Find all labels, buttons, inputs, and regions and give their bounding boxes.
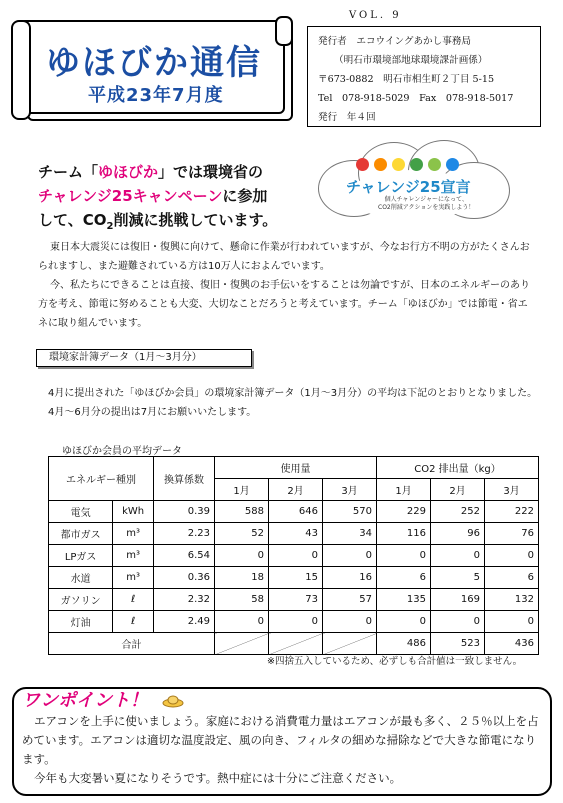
table-header-row — [49, 457, 539, 479]
badge-title: チャレンジ25宣言 — [346, 178, 471, 196]
co2-value: 135 — [377, 589, 431, 611]
energy-name: 水道 — [49, 567, 113, 589]
total-value: 436 — [485, 633, 539, 655]
co2-value: 0 — [431, 611, 485, 633]
co2-value: 0 — [377, 611, 431, 633]
co2-value: 222 — [485, 501, 539, 523]
issue-date: 平成23年7月度 — [88, 85, 224, 106]
usage-value: 16 — [323, 567, 377, 589]
publisher-line: Tel 078-918-5029 Fax 078-918-5017 — [318, 93, 514, 104]
challenge25-badge — [318, 140, 508, 220]
banner-curl-left — [11, 20, 31, 120]
conversion-factor: 0.39 — [154, 501, 215, 523]
intro-part: して、CO — [38, 211, 107, 229]
co2-value: 0 — [485, 611, 539, 633]
col-energy-type: エネルギー種別 — [49, 457, 154, 501]
energy-unit: ℓ — [113, 589, 154, 611]
usage-value: 58 — [215, 589, 269, 611]
onepoint-title — [22, 686, 184, 712]
table-row — [49, 567, 539, 589]
month-header: 1月 — [215, 479, 269, 501]
co2-value: 6 — [485, 567, 539, 589]
usage-value: 34 — [323, 523, 377, 545]
energy-table — [48, 456, 539, 655]
energy-unit: m³ — [113, 545, 154, 567]
energy-unit: ℓ — [113, 611, 154, 633]
usage-value: 15 — [269, 567, 323, 589]
intro-subscript: 2 — [106, 221, 114, 232]
intro-part: チーム「 — [38, 163, 99, 181]
energy-name: LPガス — [49, 545, 113, 567]
blank-cell — [323, 633, 377, 655]
usage-value: 0 — [215, 611, 269, 633]
col-factor: 換算係数 — [154, 457, 215, 501]
total-label: 合計 — [49, 633, 215, 655]
banner-curl-right — [275, 16, 293, 46]
conversion-factor: 2.32 — [154, 589, 215, 611]
energy-name: 都市ガス — [49, 523, 113, 545]
usage-value: 0 — [269, 545, 323, 567]
total-value: 523 — [431, 633, 485, 655]
conversion-factor: 6.54 — [154, 545, 215, 567]
straw-hat-icon — [162, 693, 184, 709]
team-name: ゆほびか — [98, 163, 159, 181]
co2-value: 0 — [485, 545, 539, 567]
badge-subtitle — [378, 196, 474, 212]
energy-name: 灯油 — [49, 611, 113, 633]
intro-part: に参加 — [222, 187, 268, 205]
intro-part: 削減に挑戦しています。 — [113, 211, 278, 229]
co2-value: 252 — [431, 501, 485, 523]
intro-text — [38, 160, 318, 239]
blank-cell — [215, 633, 269, 655]
newsletter-title: ゆほびか通信 — [46, 43, 262, 83]
publisher-line: 発行 年４回 — [318, 112, 376, 123]
co2-value: 5 — [431, 567, 485, 589]
co2-value: 6 — [377, 567, 431, 589]
co2-value: 0 — [431, 545, 485, 567]
table-footnote: ※四捨五入しているため、必ずしも合計値は一致しません。 — [267, 656, 523, 667]
table-row — [49, 545, 539, 567]
usage-value: 52 — [215, 523, 269, 545]
paragraph: 4月～6月分の提出は7月にお願いいたします。 — [48, 407, 257, 418]
conversion-factor: 0.36 — [154, 567, 215, 589]
co2-value: 229 — [377, 501, 431, 523]
co2-value: 169 — [431, 589, 485, 611]
onepoint-paragraph: エアコンを上手に使いましょう。家庭における消費電力量はエアコンが最も多く、２５％以上を占めています。エアコンは適切な温度設定、風の向き、フィルタの細めな掃除などで大きな節電になります。 — [22, 714, 539, 766]
eco-icon — [446, 158, 459, 171]
table-row — [49, 501, 539, 523]
publisher-box — [307, 26, 541, 127]
table-row — [49, 589, 539, 611]
energy-name: 電気 — [49, 501, 113, 523]
co2-value: 116 — [377, 523, 431, 545]
table-total-row — [49, 633, 539, 655]
total-value: 486 — [377, 633, 431, 655]
energy-unit: m³ — [113, 523, 154, 545]
col-co2: CO2 排出量（kg） — [377, 457, 539, 479]
table-row — [49, 611, 539, 633]
eco-icon — [374, 158, 387, 171]
usage-value: 0 — [269, 611, 323, 633]
onepoint-title-text: ワンポイント！ — [22, 690, 148, 711]
usage-value: 18 — [215, 567, 269, 589]
badge-subtitle-line: CO2削減アクションを実践しよう！ — [378, 204, 475, 211]
intro-part: 」では環境省の — [158, 163, 264, 181]
section-label: 環境家計簿データ（1月～3月分） — [36, 349, 252, 367]
campaign-name: チャレンジ25キャンペーン — [38, 187, 223, 205]
usage-value: 570 — [323, 501, 377, 523]
badge-subtitle-line: 個人チャレンジャーになって、 — [384, 196, 468, 203]
co2-value: 96 — [431, 523, 485, 545]
usage-value: 0 — [323, 545, 377, 567]
usage-value: 646 — [269, 501, 323, 523]
usage-value: 0 — [323, 611, 377, 633]
month-header: 2月 — [269, 479, 323, 501]
onepoint-paragraph: 今年も大変暑い夏になりそうです。熱中症には十分にご注意ください。 — [34, 771, 402, 785]
co2-value: 132 — [485, 589, 539, 611]
month-header: 1月 — [377, 479, 431, 501]
energy-unit: kWh — [113, 501, 154, 523]
publisher-line: （明石市環境部地球環境課計画係） — [334, 55, 488, 66]
publisher-line: 発行者 エコウイングあかし事務局 — [318, 36, 472, 47]
energy-unit: m³ — [113, 567, 154, 589]
energy-name: ガソリン — [49, 589, 113, 611]
paragraph: 東日本大震災には復旧・復興に向けて、懸命に作業が行われていますが、今なお行方不明の方がたくさんおられますし、また避難されている方は10万人におよんでいます。 — [38, 242, 530, 272]
eco-icon — [356, 158, 369, 171]
usage-value: 73 — [269, 589, 323, 611]
table-caption: ゆほびか会員の平均データ — [62, 446, 182, 457]
conversion-factor: 2.49 — [154, 611, 215, 633]
table-row — [49, 523, 539, 545]
paragraph: 今、私たちにできることは直接、復旧・復興のお手伝いをすることは勿論ですが、日本のエネルギーのあり方を考え、節電に努めることも大変、大切なことだろうと考えています。チーム「ゆほびか」では節電・省エネに取り組んでいます。 — [38, 280, 530, 329]
usage-value: 0 — [215, 545, 269, 567]
col-usage: 使用量 — [215, 457, 377, 479]
usage-value: 588 — [215, 501, 269, 523]
usage-value: 43 — [269, 523, 323, 545]
onepoint-text — [22, 712, 542, 788]
eco-icon — [428, 158, 441, 171]
publisher-line: 〒673-0882 明石市相生町２丁目 5-15 — [318, 74, 495, 85]
month-header: 3月 — [485, 479, 539, 501]
usage-value: 57 — [323, 589, 377, 611]
co2-value: 76 — [485, 523, 539, 545]
co2-value: 0 — [377, 545, 431, 567]
eco-icon — [410, 158, 423, 171]
volume-number: VOL. 9 — [349, 10, 402, 21]
month-header: 3月 — [323, 479, 377, 501]
eco-icon — [392, 158, 405, 171]
blank-cell — [269, 633, 323, 655]
paragraph: 4月に提出された「ゆほびか会員」の環境家計簿データ（1月～3月分）の平均は下記のとおりとなりました。 — [48, 388, 538, 399]
conversion-factor: 2.23 — [154, 523, 215, 545]
month-header: 2月 — [431, 479, 485, 501]
